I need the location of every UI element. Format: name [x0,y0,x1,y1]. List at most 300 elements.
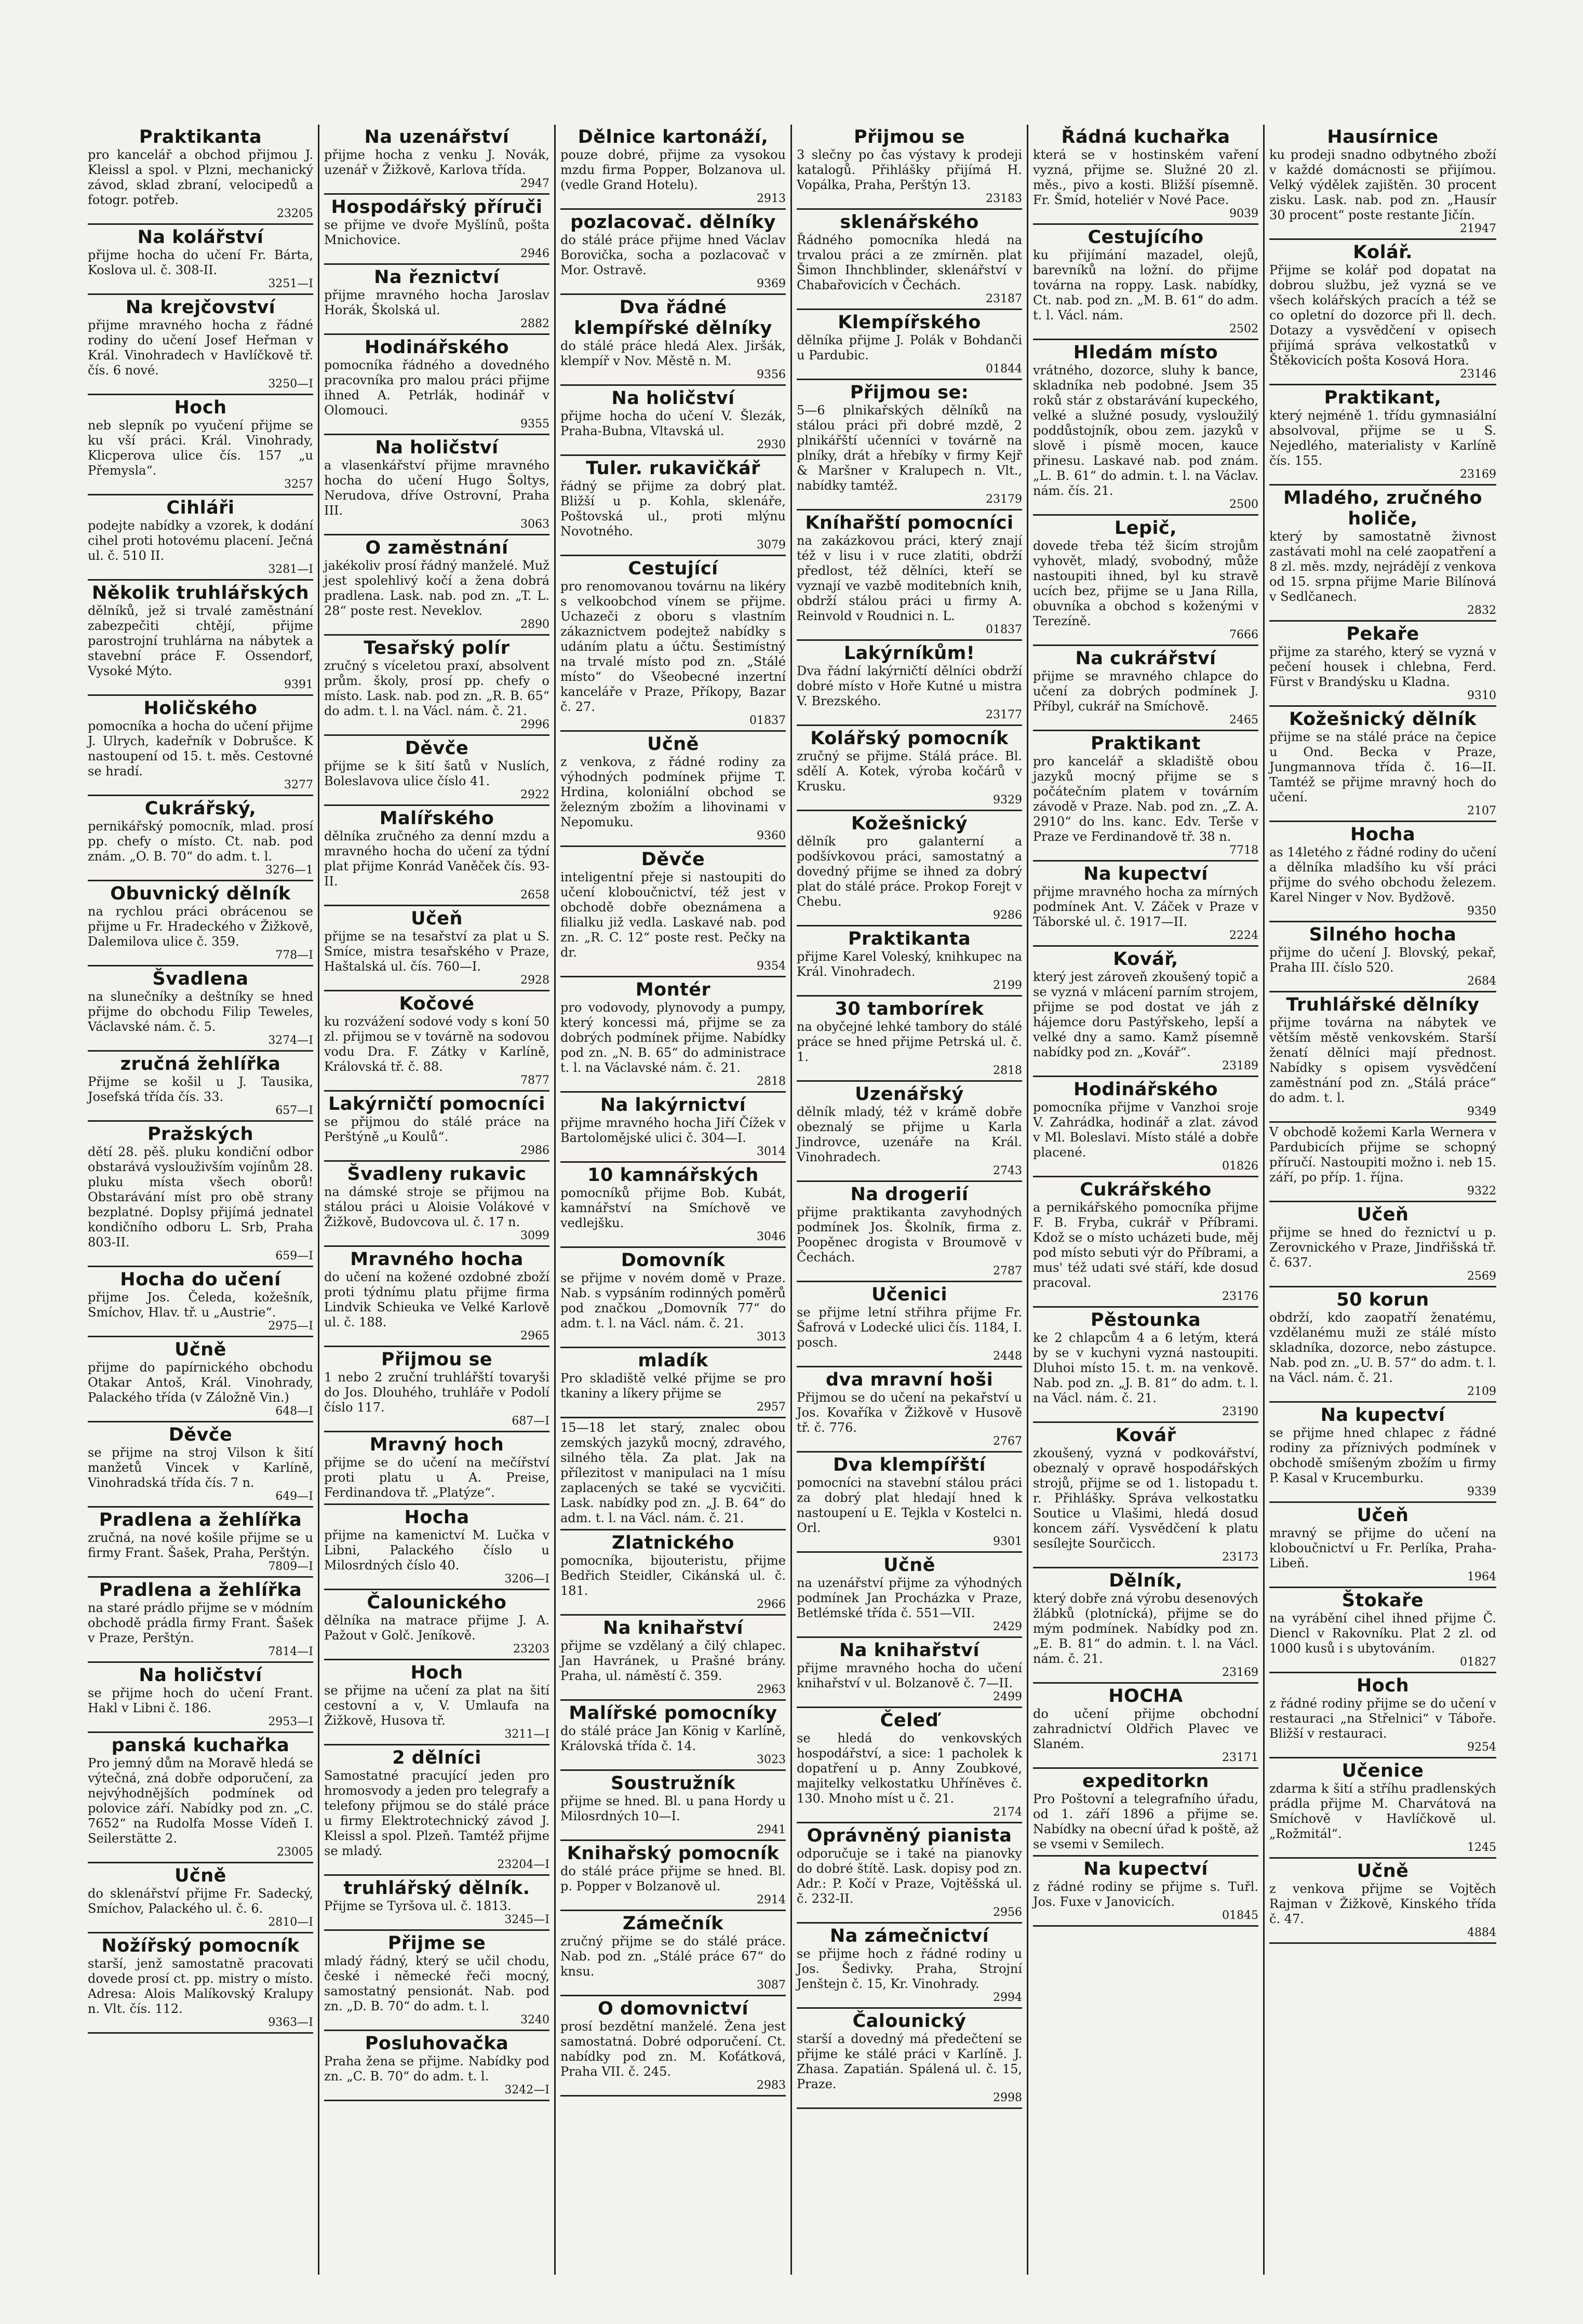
ad-number: 2956 [993,1906,1022,1919]
ad-number: 1964 [1467,1570,1496,1583]
ad-number: 2500 [1229,498,1258,511]
ad-body: která se v hostinském vaření vyzná, přijme se. Služné 20 zl. měs., pivo a kosti. Bližší písemně. Fr. Šmíd, hoteliér v Nové Pace. [1033,147,1258,207]
classified-ad [88,696,313,796]
ad-headline: Přijmou se [853,127,965,147]
ad-headline: Několik truhlářských [91,583,310,603]
ad-body: pernikářský pomocník, mlad. prosí pp. chefy o místo. Ct. nab. pod znám. „O. B. 70“ do adm. t. l. [88,819,313,864]
ad-number: 23187 [986,292,1022,305]
ad-headline: Štokaře [1341,1590,1424,1611]
classified-ad [324,1505,549,1590]
classified-ad [797,1282,1022,1367]
ad-number: 778—I [275,949,313,962]
ad-body: na obyčejné lehké tambory do stálé práce se hned přijme Petrská ul. č. 1. [797,1019,1022,1064]
classified-ad [324,1590,549,1660]
ad-body: přijme mravného hocha Jaroslav Horák, Školská ul. [324,288,549,317]
ad-number: 23177 [986,708,1022,721]
ad-headline: Hoch [410,1662,463,1683]
ad-body: V obchodě kožemi Karla Wernera v Pardubicích přijme se schopný příručí. Nastoupiti možno i. neb 15. září, po příp. 1. října. [1269,1125,1496,1185]
ad-body: přijme hocha z venku J. Novák, uzenář v Žižkově, Karlova třída. [324,147,549,177]
classified-ad [797,1924,1022,2009]
classified-ad [797,125,1022,210]
ad-body: Pro jemný dům na Moravě hledá se výtečná, zná dobře odporučení, za nejvýhodnějších podmínek od polovice září. Nabídky pod zn. „C. 7652“ na Rudolfa Mosse Vídeň I. Seilerstätte 2. [88,1756,313,1846]
classified-ad [1033,1684,1258,1769]
ad-number: 2928 [520,974,549,987]
ad-body: a pernikářského pomocníka přijme F. B. Fryba, cukrář v Příbrami. Kdož se o místo ucházeti bude, měj pod místo sebuti výr do Příbrami, a mus' též udati své stáří, kde dosud pracoval. [1033,1200,1258,1290]
ad-body: přijme hocha do učení V. Šlezák, Praha-Bubna, Vltavská ul. [560,409,786,438]
ad-headline: Učeň [411,908,463,929]
ad-headline: Kolář. [1353,242,1413,263]
ad-headline: Hocha [404,1507,469,1528]
ad-number: 2448 [993,1350,1022,1363]
ad-headline: Na řeznictví [374,267,500,288]
classified-ad [88,1122,313,1267]
ad-headline: Na holičství [611,388,735,409]
ad-headline: Malířské pomocníky [569,1703,777,1724]
ad-number: 3046 [757,1230,786,1243]
ad-body: se přijme hoch do učení Frant. Hakl v Libni č. 186. [88,1686,313,1715]
ad-number: 23205 [277,207,313,220]
ad-headline: pozlacovač. dělníky [570,212,776,233]
ad-number: 23190 [1222,1405,1258,1418]
ad-headline: sklenářského [840,212,979,233]
ad-body: přijme se na stálé práce na čepice u Ond. Becka v Praze, Jungmannova třída č. 16—II. Tamtéž se přijme mravný hoch do učení. [1269,730,1496,804]
classified-ad [88,1933,313,2034]
ad-headline: Oprávněný pianista [807,1825,1012,1846]
ad-headline: Truhlářské dělníky [1286,995,1480,1015]
classified-ad [1033,1077,1258,1177]
classified-ad [324,265,549,335]
ad-headline: Posluhovačka [365,2033,509,2054]
ad-headline: Řádná kuchařka [1061,127,1230,147]
classified-ad [88,1052,313,1122]
classified-ad [324,736,549,806]
ad-headline: O domovnictví [597,1998,749,2019]
classified-ad [324,1432,549,1505]
classified-ad [797,726,1022,811]
ad-body: 1 nebo 2 zruční truhlářští tovaryši do Jos. Dlouhého, truhláře v Podolí číslo 117. [324,1370,549,1415]
classified-ad [1033,1568,1258,1684]
classified-ad [88,966,313,1052]
ad-body: přijme se hned do řeznictví u p. Zerovnického v Praze, Jindřišská tř. č. 637. [1269,1225,1496,1270]
ad-body: dělníka na matrace přijme J. A. Pažout v Golč. Jeníkově. [324,1613,549,1643]
classified-ad [88,495,313,581]
ad-body: pomocníci na stavební stálou práci za dobrý plat hledají hned k nastoupení u E. Tejkla v Kostelci n. Orl. [797,1475,1022,1535]
ad-headline: Učně [883,1555,935,1576]
ad-body: na staré prádlo přijme se v módním obchodě prádla firmy Frant. Šašek v Praze, Perštýn. [88,1601,313,1645]
classified-ad [88,1422,313,1508]
classified-ad [1033,340,1258,516]
ad-body: přijme Jos. Čeleda, kožešník, Smíchov, Hlav. tř. u „Austrie“. [88,1290,313,1320]
ad-number: 2684 [1467,975,1496,988]
ad-headline: Na kupectví [1320,1405,1445,1426]
ad-number: 23005 [277,1846,313,1859]
ad-headline: Na drogerií [850,1184,969,1205]
ad-headline: Kníhařští pomocníci [805,513,1014,533]
ad-headline: Malířského [379,808,494,829]
ad-number: 3063 [520,518,549,531]
classified-ad [797,641,1022,726]
ad-number: 1245 [1467,1841,1496,1854]
ad-number: 2499 [993,1690,1022,1703]
ad-body: do stálé práce Jan König v Karlíně, Královská třída č. 14. [560,1724,786,1753]
ad-body: pomocníka, bijouteristu, přijme Bedřich Steidler, Cikánská ul. č. 181. [560,1553,786,1598]
ad-headline: Pekaře [1346,624,1419,644]
ad-headline: Na uzenářství [364,127,509,147]
ad-headline: Na zámečnictví [829,1926,989,1946]
ad-number: 2832 [1467,604,1496,617]
ad-body: dělníka přijme J. Polák v Bohdanči u Pardubic. [797,333,1022,362]
classified-ad [324,991,549,1092]
ad-headline: Praktikant, [1324,387,1442,408]
ad-headline: Učeň [1357,1204,1409,1225]
ad-headline: Silného hocha [1309,924,1457,945]
ad-body: přijme praktikanta zavyhodných podmínek Jos. Školník, firma z. Poopěnec drogista v Broumově v Čechách. [797,1205,1022,1265]
ad-headline: Cukrářský, [144,798,257,819]
classified-ad [560,977,786,1093]
ad-body: ku prodeji snadno odbytného zboží v každé domácnosti se přijímou. Velký výdělek zajištěn. 30 procent zisku. Lask. nab. pod zn. „Hausír 30 procent“ poste restante Jičín. [1269,147,1496,222]
ad-number: 2224 [1229,929,1258,942]
ad-body: odporučuje se i také na pianovky do dobré štítě. Lask. dopisy pod zn. Adr.: P. Kočí v Praze, Vojtěšská ul. č. 232-II. [797,1846,1022,1906]
ad-headline: Učenice [1341,1761,1424,1781]
ad-number: 23171 [1222,1751,1258,1764]
ad-headline: O zaměstnání [365,538,508,558]
ad-body: obdrží, kdo zaopatří ženatému, vzdělanému muži ze stálé místo skladníka, dozorce, nebo zástupce. Nab. pod zn. „U. B. 57“ do adm. t. l. na Václ. nám. č. 21. [1269,1310,1496,1385]
ad-number: 21947 [1460,222,1496,235]
ad-headline: panská kuchařka [111,1735,290,1756]
ad-number: 2890 [520,618,549,631]
ad-headline: zručná žehlířka [120,1054,281,1074]
ad-number: 9254 [1467,1741,1496,1754]
ad-headline: Učně [175,1339,226,1360]
classified-ad [324,125,549,195]
classified-ad [797,1182,1022,1282]
ad-body: který nejméně 1. třídu gymnasiální absolvoval, přijme se u S. Nejedlého, materialisty v Karlíně čís. 155. [1269,408,1496,468]
ad-body: Přijme se košil u J. Tausika, Josefská třída čís. 33. [88,1074,313,1104]
ad-headline: Čalounický [852,2011,967,2032]
ad-number: 9339 [1467,1485,1496,1498]
ad-number: 23146 [1460,368,1496,381]
ad-number: 3013 [757,1331,786,1344]
ad-body: do učení přijme obchodní zahradnictví Oldřich Plavec ve Slaném. [1033,1707,1258,1751]
ad-number: 23169 [1460,468,1496,481]
classified-ad [324,806,549,906]
ad-body: Řádného pomocníka hledá na trvalou práci a ze zmírněn. plat Šimon Ihnchblinder, sklenářství v Chabařovicích v Čechách. [797,233,1022,292]
ad-headline: truhlářský dělník. [343,1878,530,1899]
classified-ad [324,1247,549,1347]
ad-body: se hledá do venkovských hospodářství, a sice: 1 pacholek k dopatření u p. Anny Zoubkové, majitelky velkostatku Uhříněves č. 130. Mnoho míst u č. 21. [797,1731,1022,1806]
ad-body: přijme se k šití šatů v Nuslích, Boleslavova ulice číslo 41. [324,759,549,788]
ad-body: který dobře zná výrobu desenových žlábků (plotnícká), přijme se do mým podmínek. Nabídky pod zn. „E. B. 81“ do admin. t. l. na Václ. nám. č. 21. [1033,1591,1258,1666]
ad-number: 2953—I [268,1715,313,1728]
classified-ad [560,1771,786,1841]
ad-number: 4884 [1467,1926,1496,1939]
ad-body: řádný se přijme za dobrý plat. Bližší u p. Kohla, sklenáře, Poštovská ul., proti mlýnu Novotného. [560,479,786,539]
ad-number: 01837 [986,623,1022,636]
ad-headline: Čalounického [367,1592,507,1613]
ad-body: přijme mravného hocha za mírných podmínek Ant. V. Záček v Praze v Táborské ul. č. 1917—II. [1033,884,1258,929]
ad-body: přijme továrna na nábytek ve větším městě venkovském. Starší ženatí dělníci mají přednost. Nabídky s opisem vysvědčení zaměstnání pod zn. „Stálá práce“ do adm. t. l. [1269,1015,1496,1105]
ad-body: pomocníka a hocha do učení přijme J. Ulrych, kadeřník v Dobrušce. K nastoupení od 15. t. měs. Cestovné se hradí. [88,719,313,778]
classified-ad [324,335,549,435]
classified-ad [324,1162,549,1247]
classified-ad [1033,1423,1258,1568]
ad-body: z řádné rodiny přijme se do učení v restauraci „na Střelnici“ v Táboře. Bližší v restauraci. [1269,1696,1496,1741]
classified-ad [560,386,786,456]
ad-body: na rychlou práci obrácenou se přijme u Fr. Hradeckého v Žižkově, Dalemilova ulice č. 359. [88,904,313,949]
ad-body: jakékoliv prosí řádný manželé. Muž jest spolehlivý kočí a žena dobrá pradlena. Lask. nab. pod zn. „T. L. 28“ poste rest. Neveklov. [324,558,549,618]
ad-number: 3211—I [504,1728,549,1741]
ad-headline: Přijmou se [381,1349,493,1370]
classified-ad [797,1453,1022,1553]
ad-number: 2199 [993,979,1022,992]
classified-ad [797,310,1022,380]
ad-body: pro kancelář a skladiště obou jazyků mocný přijme se s počátečním platem v továrním závodě v Praze. Nab. pod zn. „Z. A. 2910“ do lns. kanc. Edv. Terše v Praze ve Ferdinandově tř. 38 n. [1033,754,1258,844]
column-4 [792,125,1028,2275]
classified-ad [1269,1287,1496,1403]
classified-ad [324,1660,549,1745]
classified-ad [1269,707,1496,822]
ad-headline: Lakýrníkům! [843,643,975,664]
classified-ad [797,811,1022,926]
ad-headline: Švadleny rukavic [347,1164,527,1185]
ad-body: na zakázkovou práci, který znají též v lisu i v ruce zlatiti, obdrží předlost, též dělníci, kteří se vyznají ve vazbě moditebních knih, obdrží stálou práci u firmy A. Reinvold v Roudnici n. L. [797,533,1022,623]
ad-headline: Děvče [641,849,705,870]
ad-headline: Praktikanta [139,127,262,147]
ad-number: 2957 [757,1401,786,1414]
ad-body: přijme do učení J. Blovský, pekař, Praha III. číslo 520. [1269,945,1496,975]
ad-number: 3257 [284,478,313,491]
ad-body: dětí 28. pěš. pluku kondiční odbor obstarává vyslouživším vojínům 28. pluku místa všech oborů! Obstarávání míst pro obě strany bezplatné. Doplsy přijímá jednatel kondičního odboru L. Srb, Praha 803-II. [88,1145,313,1250]
classified-ad [1269,1123,1496,1202]
ad-body: přijme se do učení na mečířství proti platu u A. Preise, Ferdinandova tř. „Platýze“. [324,1455,549,1500]
ad-headline: Na lakýrnictví [600,1095,746,1116]
ad-number: 2658 [520,889,549,902]
ad-number: 7877 [520,1074,549,1087]
classified-ad [324,1876,549,1931]
column-1 [83,125,319,2275]
ad-body: zkoušený, vyzná v podkovářství, obeznalý v opravě hospodářských strojů, přijme se od 1. listopadu t. r. Přihlášky. Správa velkostatku Soutice u Vlašimi, hledá dosud koncem září. Vysvědčení k platu sesílejte Sourčicch. [1033,1446,1258,1551]
ad-body: z řádné rodiny se přijme s. Tuřl. Jos. Fuxe v Janovicích. [1033,1879,1258,1909]
ad-number: 2107 [1467,804,1496,817]
classified-ad [1033,731,1258,862]
classified-ad [1269,1588,1496,1673]
ad-body: podejte nabídky a vzorek, k dodání cihel proti hotovému placení. Ječná ul. č. 510 II. [88,518,313,563]
ad-headline: Na holičství [139,1665,262,1686]
ad-body: dělník pro galanterní a podšívkovou práci, samostatný a dovedný přijme se ihned za dobrý plat do stálé práce. Prokop Forejt v Chebu. [797,834,1022,909]
newspaper-page [83,125,1501,2275]
ad-body: přijme se vzdělaný a čilý chlapec. Jan Havránek, u Prašné brány. Praha, ul. náměstí č. 359. [560,1638,786,1683]
ad-number: 2946 [520,247,549,260]
ad-number: 2429 [993,1620,1022,1633]
ad-headline: Knihařský pomocník [567,1843,780,1864]
classified-ad [1269,1758,1496,1859]
ad-number: 2965 [520,1329,549,1342]
ad-headline: Dělník, [1109,1570,1183,1591]
classified-ad [324,1745,549,1876]
ad-headline: Na kolářství [137,227,264,248]
ad-headline: Hospodářský příruči [331,197,543,218]
ad-body: se přijme hned chlapec z řádné rodiny za příznivých podmínek v obchodě smíšeným zbožím u firmy P. Kasal v Krucemburku. [1269,1426,1496,1485]
ad-number: 2569 [1467,1270,1496,1283]
classified-ad [560,1348,786,1418]
ad-body: přijme mravného hocha z řádné rodiny do učení Josef Heřman v Král. Vinohradech v Havlíčkově tř. čís. 6 nové. [88,318,313,378]
ad-number: 9355 [520,418,549,431]
ad-headline: Děvče [168,1425,233,1445]
ad-body: přijme do papírnického obchodu Otakar Antoš, Král. Vinohrady, Palackého třída (v Záložně Vin.) [88,1360,313,1405]
ad-number: 3250—I [268,378,313,391]
ad-number: 687—I [512,1415,549,1428]
column-6 [1265,125,1501,2275]
classified-ad [797,1082,1022,1182]
ad-headline: Cestující [628,558,718,579]
ad-body: se přijme v novém domě v Praze. Nab. s vypsáním rodinných poměrů pod značkou „Domovník 77“ do adm. t. l. na Václ. nám. č. 21. [560,1271,786,1331]
classified-ad [797,380,1022,511]
ad-number: 2767 [993,1435,1022,1448]
ad-number: 3281—I [268,563,313,576]
ad-headline: Kožešnický dělník [1289,709,1477,730]
ad-headline: Hocha [1350,824,1416,845]
ad-body: ku přijímání mazadel, olejů, barevníků na ložní. do přijme továrna na roppy. Lask. nabídky, Ct. nab. pod zn. „M. B. 61“ do adm. t. l. Václ. nám. [1033,248,1258,323]
ad-number: 9322 [1467,1185,1496,1198]
ad-number: 2986 [520,1144,549,1157]
ad-body: který jest zároveň zkoušený topič a se vyzná v mlácení parním strojem, přijme se pod dostat ve jáh z hájemce doru Pastýřskeho, lepší a velké dny a samo. Kamž písemně nabídky pod zn. „Kovář“. [1033,970,1258,1059]
ad-body: přijme Karel Voleský, knihkupec na Král. Vinohradech. [797,949,1022,979]
classified-ad [324,2031,549,2101]
ad-body: se přijme letní střihra přijme Fr. Šafrová v Lodecké ulici čís. 1184, I. posch. [797,1305,1022,1350]
ad-headline: Učenici [871,1284,948,1305]
ad-headline: Soustružník [611,1773,735,1794]
ad-body: přijme mravného hocha Jiří Čížek v Bartolomějské ulici č. 304—I. [560,1116,786,1145]
ad-number: 2818 [757,1075,786,1088]
ad-body: přijme na kamenictví M. Lučka v Libni, Palackého číslo u Milosrdných číslo 40. [324,1528,549,1573]
ad-body: přijme hocha do učení Fr. Bárta, Koslova ul. č. 308-II. [88,248,313,277]
classified-ad [88,295,313,395]
ad-body: zručný přijme se do stálé práce. Nab. pod zn. „Stálé práce 67“ do knsu. [560,1934,786,1979]
ad-body: pomocníka přijme v Vanzhoi sroje V. Zahrádka, hodinář a zlat. závod v Ml. Boleslavi. Místo stálé a dobře placené. [1033,1100,1258,1160]
classified-ad [324,1347,549,1432]
ad-number: 23173 [1222,1551,1258,1564]
ad-headline: Mravný hoch [369,1434,504,1455]
classified-ad [1269,922,1496,992]
ad-headline: Pradlena a žehlířka [99,1580,302,1601]
ad-headline: Na kupectví [1083,1859,1208,1879]
classified-ad [1033,862,1258,947]
classified-ad [797,926,1022,997]
ad-body: do stálé práce hledá Alex. Jiršák, klempíř v Nov. Městě n. M. [560,339,786,368]
classified-ad [560,125,786,210]
ad-body: Přijmou se do učení na pekařství u Jos. Kovaříka v Žižkově v Husově tř. č. 776. [797,1390,1022,1435]
classified-ad [1269,1503,1496,1588]
ad-number: 9360 [757,829,786,842]
classified-ad [1269,822,1496,922]
ad-headline: Kolářský pomocník [810,728,1009,749]
ad-body: z venkova, z řádné rodiny za výhodných podmínek přijme T. Hrdina, koloniální obchod se železným zbožím a lihovinami v Nepomuku. [560,755,786,829]
ad-number: 2109 [1467,1385,1496,1398]
ad-headline: HOCHA [1108,1686,1183,1707]
ad-headline: Přijme se [387,1933,486,1954]
ad-headline: Kovář, [1113,949,1178,970]
ad-number: 2930 [757,438,786,451]
classified-ad [88,395,313,495]
ad-body: dělníků, jež si trvalé zaměstnání zabezpečiti chtějí, přijme parostrojní truhlárna na nábytek a stavební práce F. Ossendorf, Vysoké Mýto. [88,603,313,678]
classified-ad [88,1578,313,1663]
classified-ad [324,435,549,535]
classified-ad [560,556,786,732]
ad-body: na dámské stroje se přijmou na stálou práci u Aloisie Volákové v Žižkově, Budovcova ul. č. 17 n. [324,1185,549,1229]
ad-number: 2743 [993,1164,1022,1177]
ad-body: pro renomovanou továrnu na likéry s velkoobchod vínem se přijme. Uchazeči z oboru s vlastním zákaznictvem podejtež nabídky s udáním platu a účtu. Šestimístný na trvalé místo pod zn. „Stálé místo“ do Všeobecné inzertní kanceláře v Praze, Příkopy, Bazar č. 27. [560,579,786,714]
ad-headline: Na cukrářství [1075,648,1216,669]
ad-headline: Učně [647,734,699,755]
ad-body: pouze dobré, přijme za vysokou mzdu firma Popper, Bolzanova ul. (vedle Grand Hotelu). [560,147,786,192]
ad-number: 2922 [520,788,549,801]
classified-ad [1033,947,1258,1077]
classified-ad [560,1163,786,1248]
classified-ad [324,906,549,991]
ad-number: 01844 [986,362,1022,375]
classified-ad [797,1708,1022,1823]
classified-ad [797,2009,1022,2109]
ad-number: 23204—I [497,1858,549,1871]
ad-number: 9310 [1467,689,1496,702]
column-2 [319,125,556,2275]
ad-body: mravný se přijme do učení na kloboučnictví u Fr. Perlíka, Praha-Libeň. [1269,1526,1496,1570]
classified-ad [88,225,313,295]
ad-number: 23203 [513,1643,549,1656]
classified-ad [560,1093,786,1163]
ad-number: 2941 [757,1823,786,1836]
ad-number: 3099 [520,1229,549,1242]
ad-number: 9329 [993,794,1022,807]
ad-headline: Kočové [399,993,475,1014]
ad-body: do stálé práce přijme se hned. Bl. p. Popper v Bolzanově ul. [560,1864,786,1893]
ad-number: 3023 [757,1753,786,1766]
ad-number: 649—I [275,1490,313,1503]
ad-headline: Lepič, [1114,518,1177,539]
ad-number: 2913 [757,192,786,205]
ad-number: 7814—I [268,1645,313,1658]
classified-ad [1269,125,1496,240]
ad-body: as 14letého z řádné rodiny do učení a dělníka mladšího ku vší práci přijme do svého obchodu železem. Karel Ninger v Nov. Bydžově. [1269,845,1496,905]
ad-number: 2975—I [268,1320,313,1333]
ad-body: přijme za starého, který se vyzná v pečení housek i chlebna, Ferd. Fürst v Brandýsku u Kladna. [1269,644,1496,689]
ad-number: 2994 [993,1991,1022,2004]
ad-headline: Zlatnického [612,1533,734,1553]
ad-body: do sklenářství přijme Fr. Sadecký, Smíchov, Palackého ul. č. 6. [88,1886,313,1916]
ad-number: 3242—I [504,2084,549,2097]
ad-headline: Cukrářského [1080,1179,1212,1200]
ad-headline: Dělnice kartonáží, [578,127,769,147]
classified-ad [324,636,549,736]
classified-ad [560,1418,786,1530]
ad-body: zručný se přijme. Stálá práce. Bl. sdělí A. Kotek, výroba kočárů v Krusku. [797,749,1022,794]
ad-body: přijme se na tesařství za plat u S. Smíce, mistra tesařského v Praze, Haštalská ul. čís. 760—I. [324,929,549,974]
ad-headline: 2 dělníci [392,1748,481,1768]
ad-body: zručná, na nové košile přijme se u firmy Frant. Šašek, Praha, Perštýn. [88,1530,313,1560]
ad-headline: Hocha do učení [120,1269,281,1290]
ad-headline: Děvče [405,738,469,759]
ad-body: se přijme na učení za plat na šití cestovní a v, V. Umlaufa na Žižkově, Husova tř. [324,1683,549,1728]
ad-number: 01827 [1460,1656,1496,1669]
classified-ad [1269,1859,1496,1944]
ad-headline: Pradlena a žehlířka [99,1510,302,1530]
ad-number: 9349 [1467,1105,1496,1118]
ad-number: 9356 [757,368,786,381]
ad-number: 2174 [993,1806,1022,1819]
ad-number: 657—I [275,1104,313,1117]
classified-ad [560,1701,786,1771]
ad-headline: Zámečník [622,1913,724,1934]
